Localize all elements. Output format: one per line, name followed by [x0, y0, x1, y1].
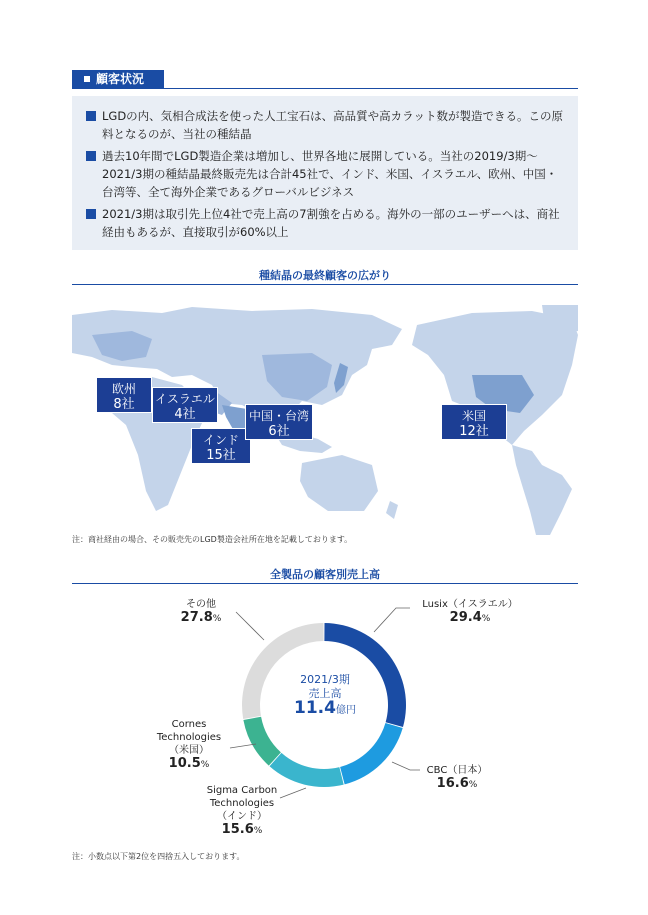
slice-label-0	[415, 598, 525, 626]
slice-pct-value: 10.5	[168, 756, 201, 771]
bullet-text: 過去10年間でLGD製造企業は増加し、世界各地に展開している。当社の2019/3期～2021/3期の種結晶最終販売先は合計45社で、インド、米国、イスラエル、欧州、中国・台湾等、全て海外企業であるグローバルビジネス	[102, 149, 558, 199]
slice-label-line: （米国）	[169, 745, 209, 756]
slice-pct-unit: %	[481, 614, 491, 624]
donut-slice-1	[340, 723, 403, 784]
slice-pct	[415, 611, 525, 626]
slice-label-line: Technologies	[156, 732, 222, 743]
region-count: 12社	[459, 424, 489, 439]
center-amount-unit: 億円	[335, 705, 356, 716]
slice-pct-unit: %	[212, 614, 222, 624]
region-name: 欧州	[111, 382, 136, 396]
slice-label-line: （インド）	[217, 811, 267, 822]
region-count: 4社	[174, 407, 196, 422]
slice-label-1	[412, 764, 502, 792]
bullet-text: LGDの内、気相合成法を使った人工宝石は、高品質や高カラット数が製造できる。この原料となるのが、当社の種結晶	[102, 109, 563, 141]
region-name: イスラエル	[155, 392, 215, 406]
slice-pct-value: 29.4	[449, 610, 482, 625]
region-count: 8社	[113, 397, 135, 412]
center-period: 2021/3期	[300, 673, 350, 686]
slice-label-line: その他	[186, 599, 216, 610]
leader-line-0	[374, 608, 410, 632]
slice-pct-value: 16.6	[436, 776, 469, 791]
region-name: インド	[202, 433, 239, 447]
slice-pct-value: 15.6	[221, 822, 254, 837]
bullet-text: 2021/3期は取引先上位4社で売上高の7割強を占める。海外の一部のユーザーへは、商社経由もあるが、直接取引が60%以上	[102, 207, 560, 239]
slice-label-2	[194, 784, 290, 838]
region-count: 15社	[206, 448, 236, 463]
section-badge-label: 顧客状況	[96, 72, 145, 86]
center-label: 売上高	[308, 687, 342, 700]
slice-label-line: Cornes	[171, 719, 207, 730]
slice-label-line: CBC（日本）	[426, 765, 488, 776]
region-name: 米国	[461, 409, 486, 423]
slice-pct	[412, 777, 502, 792]
donut-slice-3	[243, 717, 281, 766]
center-amount	[270, 698, 380, 718]
slice-label-line: Technologies	[209, 798, 275, 809]
leader-line-4	[236, 612, 264, 640]
slice-label-4	[166, 598, 236, 626]
slice-pct-unit: %	[468, 780, 478, 790]
slice-pct	[194, 823, 290, 838]
slice-pct-unit: %	[253, 826, 263, 836]
slice-pct	[144, 757, 234, 772]
slice-label-line: Lusix（イスラエル）	[422, 599, 518, 610]
slice-pct-value: 27.8	[180, 610, 213, 625]
region-count: 6社	[268, 424, 290, 439]
region-name: 中国・台湾	[248, 409, 309, 423]
donut-slice-2	[270, 753, 344, 787]
map-title: 種結晶の最終顧客の広がり	[259, 269, 391, 282]
map-note: 注：商社経由の場合、その販売先のLGD製造会社所在地を記載しております。	[72, 535, 353, 544]
center-amount-value: 11.4	[294, 698, 336, 718]
slice-label-line: Sigma Carbon	[206, 785, 278, 796]
slice-label-3	[144, 718, 234, 772]
donut-center	[270, 673, 380, 718]
donut-title: 全製品の顧客別売上高	[270, 568, 380, 581]
slice-pct-unit: %	[200, 760, 210, 770]
slice-pct	[166, 611, 236, 626]
donut-note: 注：小数点以下第2位を四捨五入しております。	[72, 852, 245, 861]
